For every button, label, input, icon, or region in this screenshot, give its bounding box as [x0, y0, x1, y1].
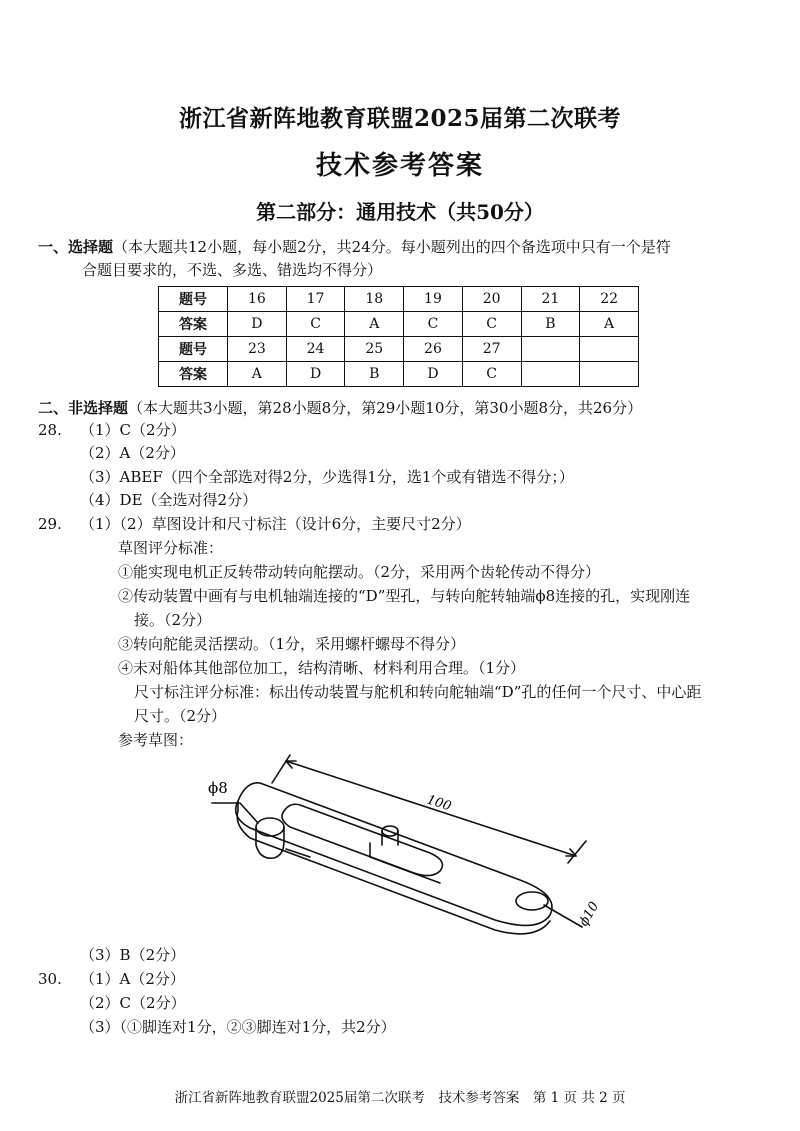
table-cell: D	[228, 312, 287, 337]
q29-dimension-criteria-cont: 尺寸。（2分）	[134, 707, 227, 725]
table-cell: D	[404, 362, 463, 387]
q29-criterion: ③转向舵能灵活摆动。（1分，采用螺杆螺母不得分）	[118, 635, 466, 653]
table-cell: C	[286, 312, 345, 337]
table-cell: 17	[286, 287, 345, 312]
table-cell: 22	[580, 287, 639, 312]
answer-table	[158, 286, 639, 387]
table-cell: B	[521, 312, 580, 337]
q29-criterion: ④未对船体其他部位加工，结构清晰、材料利用合理。（1分）	[118, 659, 526, 677]
phi10-label: ϕ10	[576, 899, 603, 929]
table-row	[159, 337, 639, 362]
table-cell: 16	[228, 287, 287, 312]
table-cell: C	[404, 312, 463, 337]
q30-answer: （1）A（2分）	[80, 970, 185, 988]
section1-desc-cont: 合题目要求的，不选、多选、错选均不得分）	[82, 261, 383, 279]
table-cell: 23	[228, 337, 287, 362]
page-footer: 浙江省新阵地教育联盟2025届第二次联考 技术参考答案 第 1 页 共 2 页	[174, 1090, 626, 1106]
q29-criteria-title: 草图评分标准：	[118, 539, 224, 557]
table-cell: D	[286, 362, 345, 387]
table-cell: A	[345, 312, 404, 337]
phi8-leader	[212, 803, 258, 823]
link-bar-outline	[236, 783, 552, 926]
q28-answer: （4）DE（全选对得2分）	[80, 491, 258, 509]
q28-answer: （1）C（2分）	[80, 421, 186, 439]
table-row	[159, 362, 639, 387]
answer-key-title: 技术参考答案	[315, 151, 484, 181]
table-cell	[580, 362, 639, 387]
section1-heading	[38, 237, 671, 257]
q29-dimension-criteria: 尺寸标注评分标准：标出传动装置与舵机和转向舵轴端“D”孔的任何一个尺寸、中心距	[134, 683, 702, 701]
link-slot	[282, 804, 442, 875]
table-row	[159, 312, 639, 337]
phi8-label: ϕ8	[208, 779, 228, 797]
q30-answer: （2）C（2分）	[80, 994, 186, 1012]
part-title: 第二部分：通用技术（共50分）	[256, 200, 544, 224]
table-cell: 19	[404, 287, 463, 312]
section2-desc: （本大题共3小题，第28小题8分，第29小题10分，第30小题8分，共26分）	[128, 399, 643, 417]
table-cell: 25	[345, 337, 404, 362]
q29-number: 29.	[38, 515, 62, 533]
table-cell: 26	[404, 337, 463, 362]
table-cell: 24	[286, 337, 345, 362]
table-cell: 题号	[159, 337, 228, 362]
q29-answer: （3）B（2分）	[80, 946, 186, 964]
table-cell: 题号	[159, 287, 228, 312]
table-cell: 27	[462, 337, 521, 362]
table-cell	[580, 337, 639, 362]
table-row	[159, 287, 639, 312]
q28-answer: （3）ABEF（四个全部选对得2分，少选得1分，选1个或有错选不得分；）	[80, 468, 574, 486]
table-cell: A	[580, 312, 639, 337]
table-cell: 18	[345, 287, 404, 312]
table-cell: 答案	[159, 362, 228, 387]
section1-desc: （本大题共12小题，每小题2分，共24分。每小题列出的四个备选项中只有一个是符	[113, 238, 671, 256]
dim-100-label: 100	[424, 792, 454, 815]
q29-sketch-title: 参考草图：	[118, 731, 194, 749]
section2-label: 二、非选择题	[38, 399, 129, 417]
table-cell: 21	[521, 287, 580, 312]
q29-criterion-cont: 接。（2分）	[134, 611, 212, 629]
table-cell: C	[462, 312, 521, 337]
right-hole	[516, 892, 548, 910]
table-cell: A	[228, 362, 287, 387]
q28-number: 28.	[38, 421, 62, 439]
section1-label: 一、选择题	[38, 238, 114, 256]
table-cell: 答案	[159, 312, 228, 337]
reference-sketch	[190, 745, 630, 935]
q28-answer: （2）A（2分）	[80, 444, 185, 462]
d-hole	[256, 818, 284, 836]
exam-title: 浙江省新阵地教育联盟2025届第二次联考	[178, 105, 621, 132]
table-cell	[521, 337, 580, 362]
table-cell	[521, 362, 580, 387]
q29-criterion: ②传动装置中画有与电机轴端连接的“D”型孔，与转向舵转轴端ϕ8连接的孔，实现刚连	[118, 587, 691, 605]
q30-number: 30.	[38, 970, 62, 988]
section2-heading	[38, 398, 642, 418]
q29-answer: （1）（2）草图设计和尺寸标注（设计6分，主要尺寸2分）	[80, 515, 471, 533]
q30-answer: （3）（①脚连对1分，②③脚连对1分，共2分）	[80, 1018, 396, 1036]
table-cell: C	[462, 362, 521, 387]
table-cell: B	[345, 362, 404, 387]
table-cell: 20	[462, 287, 521, 312]
q29-criterion: ①能实现电机正反转带动转向舵摆动。（2分，采用两个齿轮传动不得分）	[118, 563, 601, 581]
